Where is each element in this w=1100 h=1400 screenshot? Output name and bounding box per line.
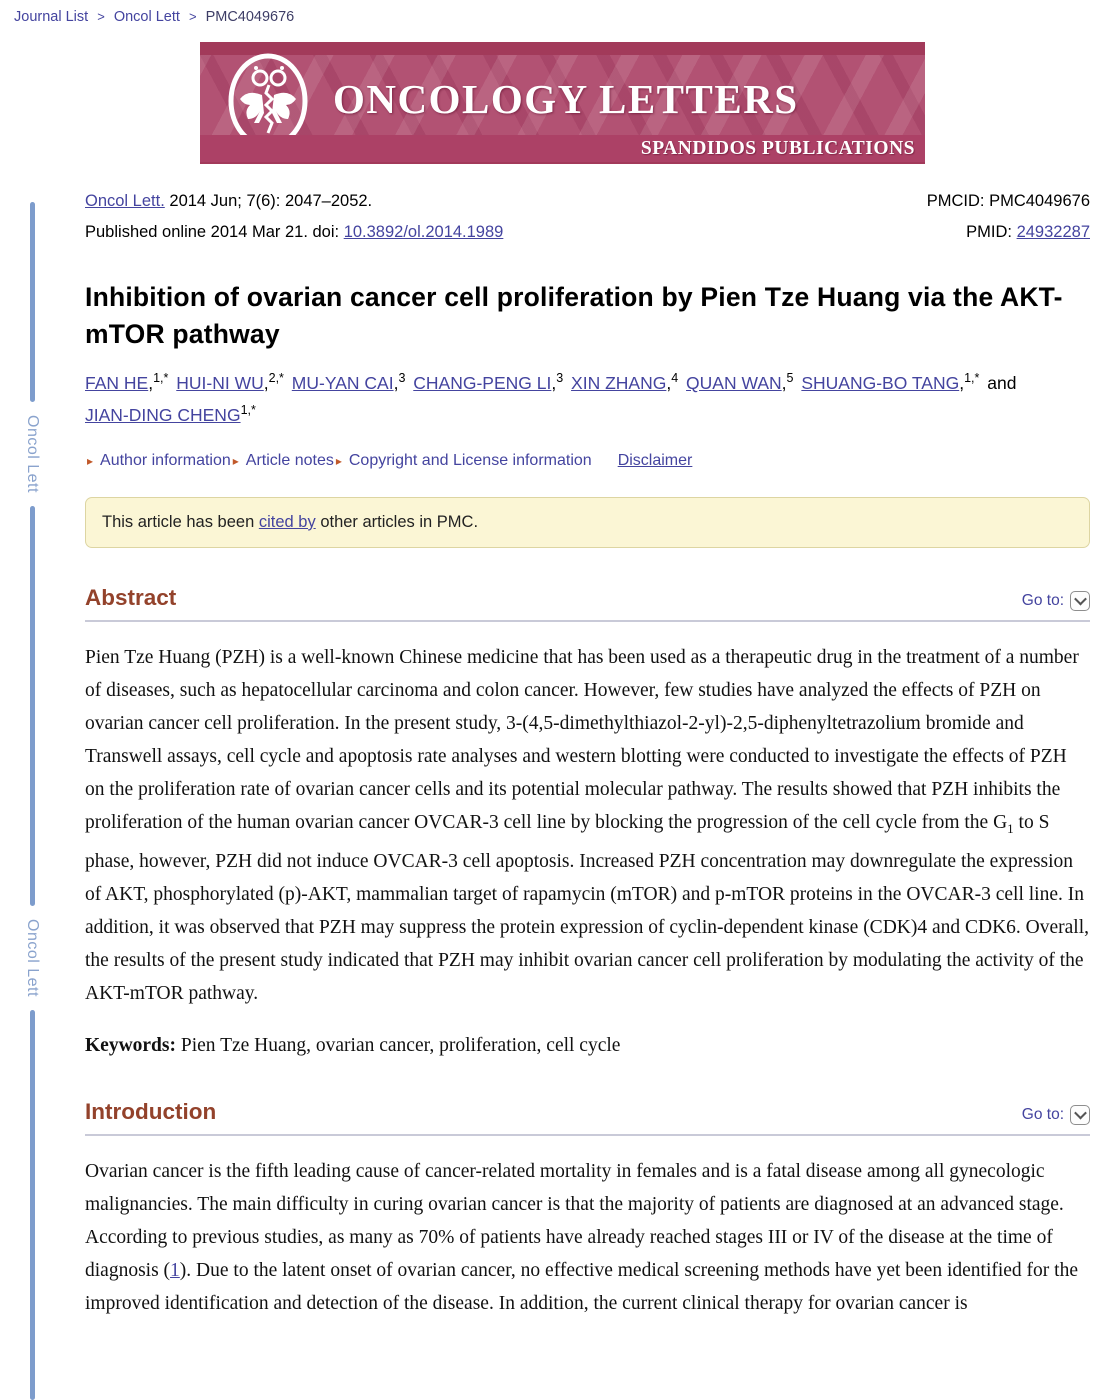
journal-abbrev-link[interactable]: Oncol Lett. <box>85 192 165 210</box>
sidebar-journal-label: Oncol Lett <box>24 918 41 997</box>
published-online-text: Published online 2014 Mar 21. doi: <box>85 223 340 242</box>
goto-control[interactable] <box>1022 1105 1090 1125</box>
author-affiliation: 1,* <box>964 371 980 386</box>
keywords-text: Pien Tze Huang, ovarian cancer, proliferation, cell cycle <box>180 1034 621 1056</box>
author <box>85 405 256 425</box>
journal-sidebar-rule <box>22 202 42 1400</box>
author <box>292 373 406 393</box>
journal-name: ONCOLOGY LETTERS <box>333 76 799 122</box>
author-affiliation: 3 <box>556 371 564 386</box>
journal-banner <box>200 42 925 164</box>
author-separator: , <box>666 372 672 393</box>
author-separator: , <box>148 372 154 393</box>
sidebar-rule-segment <box>30 202 35 402</box>
author <box>686 373 793 393</box>
abstract-paragraph-part: to S phase, however, PZH did not induce OVCAR-3 cell apoptosis. Increased PZH concentration may downregulate the expression of AKT, phosphorylated (p)-AKT, mammalian target of rapamycin (mTOR) and p-mTOR proteins in the OVCAR-3 cell line. In addition, it was observed that PZH may suppress the protein expression of cyclin-dependent kinase (CDK)4 and CDK6. Overall, the results of the present study indicated that PZH may inhibit ovarian cancer cell proliferation by modulating the activity of the AKT-mTOR pathway. <box>85 811 1090 1004</box>
article-title: Inhibition of ovarian cancer cell proliferation by Pien Tze Huang via the AKT-mTOR pathway <box>85 281 1063 350</box>
author-separator: , <box>393 372 399 393</box>
author <box>571 373 678 393</box>
author <box>413 373 563 393</box>
abstract-heading-row <box>85 585 1090 622</box>
goto-chevron-icon[interactable] <box>1070 1105 1090 1125</box>
author-separator: , <box>781 372 787 393</box>
sidebar-journal-label: Oncol Lett <box>24 415 41 493</box>
author-separator: , <box>263 372 269 393</box>
pmcid-value: PMC4049676 <box>989 192 1090 210</box>
author-affiliation: 1,* <box>240 403 256 418</box>
goto-control[interactable] <box>1022 591 1090 611</box>
reference-link[interactable]: 1 <box>170 1259 180 1281</box>
author-link[interactable]: XIN ZHANG <box>571 372 667 393</box>
doi-link[interactable]: 10.3892/ol.2014.1989 <box>343 223 504 242</box>
subscript: 1 <box>1007 820 1014 836</box>
author-link[interactable]: QUAN WAN <box>686 372 782 393</box>
disclaimer-link[interactable]: Disclaimer <box>617 451 693 469</box>
pmcid-label: PMCID: <box>926 192 985 210</box>
article-links-row <box>85 452 1090 470</box>
sidebar-rule-segment <box>30 506 35 906</box>
citation-right <box>927 186 1090 249</box>
citation-issue-text: 2014 Jun; 7(6): 2047–2052. <box>169 192 373 210</box>
article-content <box>85 186 1090 1320</box>
sidebar-rule-segment <box>30 1010 35 1400</box>
chevron-down-icon <box>1074 593 1087 606</box>
publisher-strip <box>200 135 925 162</box>
introduction-paragraph-part: Ovarian cancer is the fifth leading cause of cancer-related mortality in females and is a fatal disease among all gynecologic malignancies. The main difficulty in curing ovarian cancer is that the majority of patients are diagnosed at an advanced stage. According to previous studies, as many as 70% of patients have already reached stages III or IV of the disease at the time of diagnosis ( <box>85 1160 1064 1281</box>
breadcrumb-current-page: PMC4049676 <box>205 9 295 25</box>
author <box>801 373 979 393</box>
author-link[interactable]: JIAN-DING CHENG <box>85 405 241 426</box>
author-affiliation: 4 <box>671 371 679 386</box>
citation-left <box>85 186 503 249</box>
goto-label: Go to: <box>1021 591 1064 609</box>
cited-by-text: other articles in PMC. <box>320 512 479 531</box>
pmid-link[interactable]: 24932287 <box>1016 223 1090 242</box>
expand-arrow-icon: ▸ <box>87 453 94 468</box>
keywords-label: Keywords: <box>85 1034 176 1056</box>
publisher-name: SPANDIDOS PUBLICATIONS <box>640 137 915 159</box>
author-separator: , <box>959 372 965 393</box>
article-notes-link[interactable]: Article notes <box>245 451 334 469</box>
expand-arrow-icon: ▸ <box>232 453 239 468</box>
breadcrumb-separator: > <box>188 9 197 24</box>
keywords-line <box>85 1029 1090 1062</box>
breadcrumb-separator: > <box>97 9 105 24</box>
author <box>85 373 168 393</box>
goto-chevron-icon[interactable] <box>1070 591 1090 611</box>
author-list <box>85 367 1090 432</box>
introduction-paragraph-part: ). Due to the latent onset of ovarian cancer, no effective medical screening methods have yet been identified for the improved identification and detection of the disease. In addition, the current clinical therapy for ovarian cancer is <box>85 1259 1078 1314</box>
cited-by-link[interactable]: cited by <box>258 512 316 531</box>
author-affiliation: 5 <box>786 371 794 386</box>
chevron-down-icon <box>1074 1107 1087 1120</box>
author-affiliation: 1,* <box>153 371 169 386</box>
author-link[interactable]: MU-YAN CAI <box>291 372 394 393</box>
breadcrumb-journal-link[interactable]: Oncol Lett <box>113 9 180 25</box>
introduction-heading: Introduction <box>85 1098 217 1124</box>
introduction-text <box>85 1155 1090 1320</box>
author-link[interactable]: SHUANG-BO TANG <box>801 372 960 393</box>
author-affiliation: 3 <box>398 371 406 386</box>
breadcrumb <box>0 0 1100 25</box>
introduction-heading-row <box>85 1099 1090 1136</box>
authors-conjunction: and <box>987 372 1017 393</box>
pmid-label: PMID: <box>966 223 1012 242</box>
cited-by-notice <box>85 497 1090 548</box>
goto-label: Go to: <box>1021 1105 1064 1123</box>
author-link[interactable]: FAN HE <box>85 372 149 393</box>
abstract-heading: Abstract <box>85 584 177 610</box>
expand-arrow-icon: ▸ <box>335 453 342 468</box>
copyright-license-link[interactable]: Copyright and License information <box>348 451 592 469</box>
author-affiliation: 2,* <box>268 371 284 386</box>
author-separator: , <box>551 372 557 393</box>
abstract-paragraph-part: Pien Tze Huang (PZH) is a well-known Chinese medicine that has been used as a therapeutic drug in the treatment of a number of diseases, such as hepatocellular carcinoma and colon cancer. However, few studies have analyzed the effects of PZH on ovarian cancer cell proliferation. In the present study, 3-(4,5-dimethylthiazol-2-yl)-2,5-diphenyltetrazolium bromide and Transwell assays, cell cycle and apoptosis rate analyses and western blotting were conducted to investigate the effects of PZH on the proliferation rate of ovarian cancer cells and its potential molecular pathway. The results showed that PZH inhibits the proliferation of the human ovarian cancer OVCAR-3 cell line by blocking the progression of the cell cycle from the G <box>85 646 1079 833</box>
citation-block <box>85 186 1090 249</box>
author-information-link[interactable]: Author information <box>100 451 231 469</box>
breadcrumb-journal-list-link[interactable]: Journal List <box>14 9 89 25</box>
abstract-text <box>85 641 1090 1010</box>
author-link[interactable]: CHANG-PENG LI <box>413 372 552 393</box>
author <box>176 373 284 393</box>
author-link[interactable]: HUI-NI WU <box>176 372 264 393</box>
cited-by-text: This article has been <box>102 512 255 531</box>
